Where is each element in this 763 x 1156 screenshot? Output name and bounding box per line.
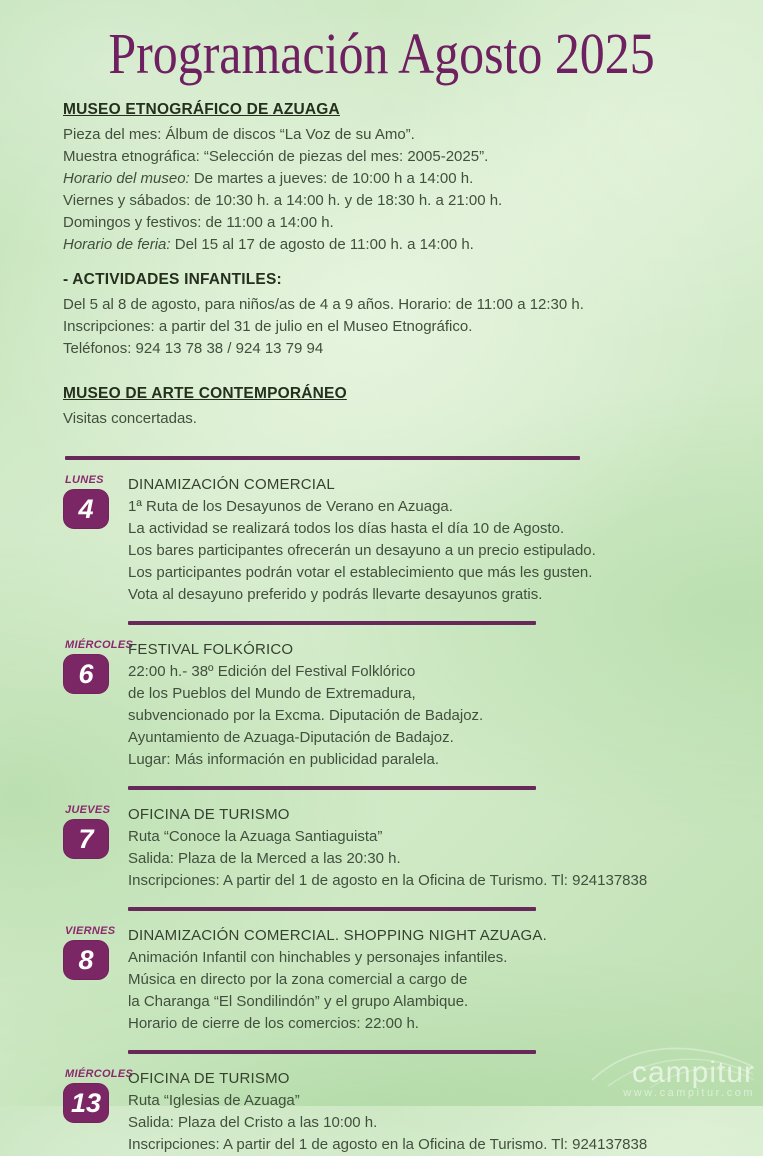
event-date-column: [63, 473, 128, 529]
event-divider: [65, 456, 580, 460]
page-title: Programación Agosto 2025: [108, 22, 655, 87]
event-date-badge: 7: [63, 819, 109, 859]
info-line: Pieza del mes: Álbum de discos “La Voz de su Amo”.: [63, 126, 415, 144]
event-title: DINAMIZACIÓN COMERCIAL. SHOPPING NIGHT AZUAGA.: [128, 927, 547, 945]
event-line: Inscripciones: A partir del 1 de agosto en la Oficina de Turismo. Tl: 924137838: [128, 872, 648, 890]
info-section: [63, 101, 703, 256]
info-line: Inscripciones: a partir del 31 de julio en el Museo Etnográfico.: [63, 318, 473, 336]
event-line: subvencionado por la Excma. Diputación de Badajoz.: [128, 707, 484, 725]
event-day-label: MIÉRCOLES: [65, 1068, 134, 1081]
event-line: Vota al desayuno preferido y podrás llevarte desayunos gratis.: [128, 586, 543, 604]
event-row: [63, 1067, 703, 1156]
event-body: [128, 638, 703, 771]
event-date-column: [63, 638, 134, 694]
info-line: Muestra etnográfica: “Selección de piezas del mes: 2005-2025”.: [63, 148, 489, 166]
info-line-emphasis: Horario del museo:: [63, 170, 190, 188]
event-line: Música en directo por la zona comercial a cargo de: [128, 971, 468, 989]
watermark-url: www.campitur.com: [623, 1087, 755, 1099]
info-line: Horario de feria: Del 15 al 17 de agosto de 11:00 h. a 14:00 h.: [63, 236, 474, 254]
event-line: 1ª Ruta de los Desayunos de Verano en Azuaga.: [128, 498, 453, 516]
event-day-label: JUEVES: [65, 804, 111, 817]
event-day-label: MIÉRCOLES: [65, 639, 134, 652]
event-title: FESTIVAL FOLKÓRICO: [128, 641, 294, 659]
event-date-badge: 4: [63, 489, 109, 529]
event-line: La actividad se realizará todos los días hasta el día 10 de Agosto.: [128, 520, 565, 538]
event-title: DINAMIZACIÓN COMERCIAL: [128, 476, 335, 494]
info-line-emphasis: Horario de feria:: [63, 236, 171, 254]
event-date-column: [63, 1067, 134, 1123]
event-title: OFICINA DE TURISMO: [128, 806, 290, 824]
event-row: [63, 473, 703, 606]
info-line: Teléfonos: 924 13 78 38 / 924 13 79 94: [63, 340, 324, 358]
event-day-label: VIERNES: [65, 925, 116, 938]
event-line: Salida: Plaza del Cristo a las 10:00 h.: [128, 1114, 378, 1132]
event-date-badge: 6: [63, 654, 109, 694]
info-line: Horario del museo: De martes a jueves: de 10:00 h a 14:00 h.: [63, 170, 474, 188]
event-day-label: LUNES: [65, 474, 104, 487]
events-list: [63, 456, 703, 1156]
info-section: [63, 271, 703, 360]
event-date-column: [63, 924, 128, 980]
info-line: Del 5 al 8 de agosto, para niños/as de 4 a 9 años. Horario: de 11:00 a 12:30 h.: [63, 296, 584, 314]
event-line: 22:00 h.- 38º Edición del Festival Folklórico: [128, 663, 416, 681]
event-line: Horario de cierre de los comercios: 22:00 h.: [128, 1015, 419, 1033]
event-line: Los participantes podrán votar el establecimiento que más les gusten.: [128, 564, 593, 582]
event-divider: [128, 907, 536, 911]
event-line: Ruta “Iglesias de Azuaga”: [128, 1092, 300, 1110]
event-divider: [128, 1050, 536, 1054]
event-line: Lugar: Más información en publicidad paralela.: [128, 751, 440, 769]
info-sections: [63, 101, 703, 430]
section-heading: - ACTIVIDADES INFANTILES:: [63, 271, 282, 289]
info-section: [63, 385, 703, 430]
event-line: Ruta “Conoce la Azuaga Santiaguista”: [128, 828, 383, 846]
event-row: [63, 803, 703, 892]
poster-page: [0, 22, 763, 1154]
event-line: Animación Infantil con hinchables y personajes infantiles.: [128, 949, 508, 967]
event-line: Salida: Plaza de la Merced a las 20:30 h.: [128, 850, 401, 868]
event-line: de los Pueblos del Mundo de Extremadura,: [128, 685, 416, 703]
event-date-column: [63, 803, 128, 859]
info-line: Viernes y sábados: de 10:30 h. a 14:00 h. y de 18:30 h. a 21:00 h.: [63, 192, 503, 210]
poster-content: [0, 101, 763, 1156]
event-line: la Charanga “El Sondilindón” y el grupo Alambique.: [128, 993, 469, 1011]
section-heading: MUSEO DE ARTE CONTEMPORÁNEO: [63, 385, 347, 403]
event-body: [128, 803, 703, 892]
info-line: Visitas concertadas.: [63, 410, 197, 428]
event-line: Los bares participantes ofrecerán un desayuno a un precio estipulado.: [128, 542, 596, 560]
event-divider: [128, 621, 536, 625]
event-row: [63, 638, 703, 771]
event-line: Inscripciones: A partir del 1 de agosto en la Oficina de Turismo. Tl: 924137838: [128, 1136, 648, 1154]
event-body: [128, 924, 703, 1035]
info-line: Domingos y festivos: de 11:00 a 14:00 h.: [63, 214, 334, 232]
event-date-badge: 13: [63, 1083, 109, 1123]
watermark-logo-text: campitur: [631, 1056, 755, 1089]
event-body: [128, 1067, 703, 1156]
event-divider: [128, 786, 536, 790]
event-date-badge: 8: [63, 940, 109, 980]
event-body: [128, 473, 703, 606]
event-row: [63, 924, 703, 1035]
event-line: Ayuntamiento de Azuaga-Diputación de Badajoz.: [128, 729, 454, 747]
event-title: OFICINA DE TURISMO: [128, 1070, 290, 1088]
section-heading: MUSEO ETNOGRÁFICO DE AZUAGA: [63, 101, 340, 119]
